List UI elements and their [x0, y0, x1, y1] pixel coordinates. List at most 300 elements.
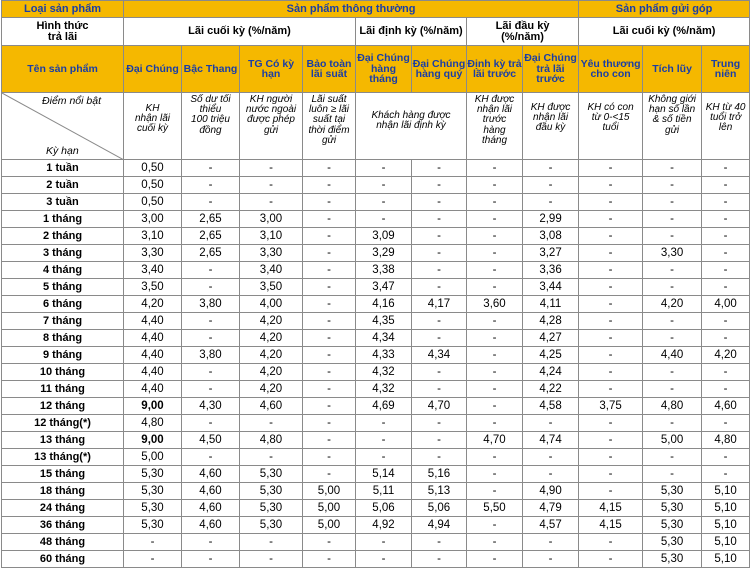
label-ky-han: Kỳ hạn: [46, 144, 79, 157]
rate-cell: 4,17: [412, 296, 467, 313]
features-row: [2, 93, 750, 160]
rate-cell: -: [643, 313, 702, 330]
term-label: 13 tháng(*): [2, 449, 124, 466]
rate-cell: 4,79: [523, 500, 579, 517]
rate-cell: -: [467, 449, 523, 466]
rate-cell: -: [182, 262, 240, 279]
product-name: Trung niên: [702, 46, 750, 93]
rate-cell: -: [303, 194, 356, 211]
rate-cell: -: [579, 347, 643, 364]
term-label: 2 tháng: [2, 228, 124, 245]
rate-cell: -: [356, 449, 412, 466]
rate-cell: 5,00: [303, 500, 356, 517]
header-ten-san-pham: Tên sản phẩm: [2, 46, 124, 93]
rate-cell: 4,40: [124, 313, 182, 330]
rate-cell: -: [467, 194, 523, 211]
term-label: 1 tuần: [2, 160, 124, 177]
rate-cell: -: [643, 466, 702, 483]
rate-cell: -: [579, 330, 643, 347]
rate-cell: -: [303, 228, 356, 245]
product-name: Đại Chúng hàng quý: [412, 46, 467, 93]
rate-cell: 4,20: [240, 347, 303, 364]
rate-cell: 4,60: [182, 483, 240, 500]
rate-cell: 5,10: [702, 534, 750, 551]
term-label: 9 tháng: [2, 347, 124, 364]
rate-cell: -: [702, 449, 750, 466]
term-label: 8 tháng: [2, 330, 124, 347]
rate-cell: -: [412, 364, 467, 381]
term-label: 3 tuần: [2, 194, 124, 211]
rate-cell: 4,94: [412, 517, 467, 534]
rate-row: [2, 534, 750, 551]
term-label: 5 tháng: [2, 279, 124, 296]
rate-cell: 4,30: [182, 398, 240, 415]
rate-cell: -: [467, 415, 523, 432]
rate-cell: -: [356, 211, 412, 228]
rate-cell: -: [523, 466, 579, 483]
rate-row: [2, 245, 750, 262]
rate-cell: 9,00: [124, 432, 182, 449]
rate-cell: -: [467, 211, 523, 228]
rate-cell: -: [182, 551, 240, 568]
rate-cell: 0,50: [124, 160, 182, 177]
rate-cell: -: [643, 415, 702, 432]
rate-cell: -: [579, 432, 643, 449]
rate-cell: 4,40: [124, 330, 182, 347]
rate-cell: -: [702, 381, 750, 398]
rate-cell: 2,65: [182, 211, 240, 228]
rate-cell: 2,65: [182, 228, 240, 245]
rate-cell: -: [356, 177, 412, 194]
rate-cell: -: [182, 415, 240, 432]
rate-cell: 3,80: [182, 296, 240, 313]
rate-cell: -: [182, 534, 240, 551]
rate-cell: 4,80: [240, 432, 303, 449]
rate-cell: 9,00: [124, 398, 182, 415]
term-label: 2 tuần: [2, 177, 124, 194]
rate-cell: 4,34: [356, 330, 412, 347]
rate-cell: 4,80: [702, 432, 750, 449]
rate-cell: 4,32: [356, 381, 412, 398]
rate-cell: 4,35: [356, 313, 412, 330]
rate-cell: -: [643, 262, 702, 279]
rate-cell: -: [467, 398, 523, 415]
rate-cell: -: [182, 364, 240, 381]
rate-cell: 3,27: [523, 245, 579, 262]
rate-cell: 4,15: [579, 517, 643, 534]
feature-cell: KH người nước ngoài được phép gửi: [240, 93, 303, 160]
rate-cell: -: [412, 279, 467, 296]
rate-cell: -: [240, 534, 303, 551]
rate-cell: -: [182, 330, 240, 347]
rate-cell: 3,44: [523, 279, 579, 296]
rate-cell: -: [303, 211, 356, 228]
rate-cell: 4,40: [124, 381, 182, 398]
term-label: 7 tháng: [2, 313, 124, 330]
rate-cell: 3,09: [356, 228, 412, 245]
term-label: 60 tháng: [2, 551, 124, 568]
rate-cell: -: [412, 330, 467, 347]
rate-cell: 4,40: [643, 347, 702, 364]
rate-cell: -: [523, 415, 579, 432]
rate-cell: -: [412, 245, 467, 262]
rate-cell: -: [303, 398, 356, 415]
rate-cell: -: [303, 296, 356, 313]
rate-cell: -: [643, 449, 702, 466]
rate-cell: -: [412, 211, 467, 228]
rate-cell: 4,92: [356, 517, 412, 534]
rate-cell: -: [303, 177, 356, 194]
rate-cell: 3,10: [240, 228, 303, 245]
rate-cell: -: [412, 160, 467, 177]
rate-cell: -: [523, 534, 579, 551]
feature-cell: KH từ 40 tuổi trở lên: [702, 93, 750, 160]
rate-cell: 2,99: [523, 211, 579, 228]
rate-cell: 5,06: [356, 500, 412, 517]
rate-cell: -: [702, 160, 750, 177]
rate-cell: 5,10: [702, 517, 750, 534]
rate-cell: -: [303, 534, 356, 551]
rate-cell: -: [356, 415, 412, 432]
rate-cell: -: [303, 245, 356, 262]
rate-cell: 3,50: [124, 279, 182, 296]
label-diem-noi-bat: Điểm nổi bật: [42, 95, 101, 107]
feature-cell: KH nhận lãi cuối kỳ: [124, 93, 182, 160]
rate-row: [2, 432, 750, 449]
rate-cell: 3,47: [356, 279, 412, 296]
rate-cell: 5,10: [702, 551, 750, 568]
rate-cell: -: [702, 415, 750, 432]
rate-cell: -: [303, 466, 356, 483]
rate-cell: 5,30: [643, 551, 702, 568]
rate-row: [2, 279, 750, 296]
rate-cell: 5,30: [643, 517, 702, 534]
rate-cell: -: [303, 415, 356, 432]
rate-cell: 3,00: [240, 211, 303, 228]
rate-cell: -: [240, 177, 303, 194]
rate-cell: -: [303, 330, 356, 347]
term-label: 15 tháng: [2, 466, 124, 483]
rate-cell: -: [182, 381, 240, 398]
rate-row: [2, 449, 750, 466]
rate-cell: 3,30: [643, 245, 702, 262]
rate-cell: -: [303, 347, 356, 364]
rate-cell: -: [643, 381, 702, 398]
rate-cell: -: [579, 313, 643, 330]
rate-cell: -: [356, 194, 412, 211]
rate-cell: -: [643, 177, 702, 194]
rate-row: [2, 211, 750, 228]
rate-cell: -: [467, 228, 523, 245]
rate-cell: 5,00: [124, 449, 182, 466]
rate-cell: 4,50: [182, 432, 240, 449]
rate-cell: 4,25: [523, 347, 579, 364]
product-name: TG Có kỳ hạn: [240, 46, 303, 93]
rate-cell: 4,90: [523, 483, 579, 500]
rate-cell: 3,80: [182, 347, 240, 364]
rate-cell: 5,30: [124, 483, 182, 500]
rate-cell: -: [579, 245, 643, 262]
rate-cell: -: [467, 330, 523, 347]
rate-cell: -: [579, 483, 643, 500]
rate-cell: -: [702, 245, 750, 262]
rate-cell: -: [702, 177, 750, 194]
rate-cell: -: [412, 432, 467, 449]
feature-cell: Lãi suất luôn ≥ lãi suất tại thời điểm gửi: [303, 93, 356, 160]
rate-row: [2, 398, 750, 415]
rate-cell: 5,30: [240, 466, 303, 483]
rate-row: [2, 296, 750, 313]
rate-cell: 0,50: [124, 177, 182, 194]
header-lai-dau-ky: Lãi đầu kỳ (%/năm): [467, 18, 579, 46]
rate-cell: 2,65: [182, 245, 240, 262]
rate-cell: 5,30: [643, 483, 702, 500]
rate-cell: 5,30: [643, 500, 702, 517]
rate-cell: 3,30: [124, 245, 182, 262]
rate-cell: -: [467, 381, 523, 398]
rate-row: [2, 517, 750, 534]
rate-cell: -: [303, 449, 356, 466]
product-name: Yêu thương cho con: [579, 46, 643, 93]
rate-cell: 4,24: [523, 364, 579, 381]
rate-cell: -: [643, 211, 702, 228]
rate-cell: 4,60: [182, 500, 240, 517]
rate-cell: -: [412, 177, 467, 194]
rate-cell: 4,40: [124, 347, 182, 364]
rate-cell: 5,30: [240, 483, 303, 500]
rate-cell: -: [579, 262, 643, 279]
rate-cell: -: [124, 534, 182, 551]
rate-cell: 4,20: [240, 330, 303, 347]
rate-cell: 4,33: [356, 347, 412, 364]
rate-row: [2, 466, 750, 483]
rate-cell: -: [412, 551, 467, 568]
rate-cell: -: [579, 381, 643, 398]
rate-cell: -: [412, 313, 467, 330]
rate-cell: -: [467, 279, 523, 296]
rate-cell: 5,06: [412, 500, 467, 517]
rate-cell: -: [467, 517, 523, 534]
rate-cell: 4,57: [523, 517, 579, 534]
rate-row: [2, 483, 750, 500]
rate-cell: -: [182, 194, 240, 211]
rate-cell: -: [643, 160, 702, 177]
product-name: Đại Chúng hàng tháng: [356, 46, 412, 93]
header-hinh-thuc-tra-lai: Hình thức trả lãi: [2, 18, 124, 46]
feature-cell: KH có con từ 0-<15 tuổi: [579, 93, 643, 160]
rate-cell: 4,11: [523, 296, 579, 313]
rate-row: [2, 194, 750, 211]
rate-cell: -: [702, 194, 750, 211]
rate-cell: -: [240, 449, 303, 466]
rate-cell: -: [356, 432, 412, 449]
rate-cell: 4,27: [523, 330, 579, 347]
rate-cell: -: [643, 228, 702, 245]
rate-cell: 3,50: [240, 279, 303, 296]
rate-cell: -: [702, 211, 750, 228]
rate-cell: -: [303, 262, 356, 279]
rate-cell: -: [303, 551, 356, 568]
feature-cell: Khách hàng được nhận lãi định kỳ: [356, 93, 467, 160]
feature-cell: Không giới hạn số lần & số tiền gửi: [643, 93, 702, 160]
rate-cell: -: [303, 160, 356, 177]
rate-cell: 4,60: [240, 398, 303, 415]
rate-cell: -: [579, 177, 643, 194]
header-lai-cuoi-ky-gui-gop: Lãi cuối kỳ (%/năm): [579, 18, 750, 46]
term-label: 4 tháng: [2, 262, 124, 279]
rate-cell: -: [356, 160, 412, 177]
rate-cell: 4,74: [523, 432, 579, 449]
term-label: 48 tháng: [2, 534, 124, 551]
rate-cell: 4,58: [523, 398, 579, 415]
rate-cell: 4,80: [643, 398, 702, 415]
feature-cell: KH được nhận lãi trước hàng tháng: [467, 93, 523, 160]
rate-cell: 5,13: [412, 483, 467, 500]
header-lai-cuoi-ky: Lãi cuối kỳ (%/năm): [124, 18, 356, 46]
rate-row: [2, 500, 750, 517]
rate-cell: -: [702, 228, 750, 245]
rate-cell: 3,38: [356, 262, 412, 279]
rate-cell: -: [467, 483, 523, 500]
rate-cell: -: [467, 160, 523, 177]
header-san-pham-gui-gop: Sản phẩm gửi góp: [579, 1, 750, 18]
rate-cell: 5,11: [356, 483, 412, 500]
rate-cell: 3,30: [240, 245, 303, 262]
rate-cell: -: [702, 313, 750, 330]
rate-cell: -: [412, 262, 467, 279]
product-name: Bảo toàn lãi suất: [303, 46, 356, 93]
rate-cell: -: [182, 177, 240, 194]
rate-cell: -: [412, 381, 467, 398]
rate-cell: 5,00: [303, 517, 356, 534]
rate-cell: -: [303, 279, 356, 296]
rate-cell: -: [303, 432, 356, 449]
rate-cell: -: [579, 534, 643, 551]
rate-cell: -: [303, 364, 356, 381]
rate-cell: -: [702, 364, 750, 381]
rate-cell: 4,15: [579, 500, 643, 517]
rate-cell: 5,14: [356, 466, 412, 483]
rate-cell: -: [579, 279, 643, 296]
rate-cell: -: [240, 194, 303, 211]
term-label: 36 tháng: [2, 517, 124, 534]
rate-cell: 3,40: [124, 262, 182, 279]
term-label: 13 tháng: [2, 432, 124, 449]
rate-cell: -: [467, 262, 523, 279]
rate-row: [2, 160, 750, 177]
rate-cell: -: [702, 466, 750, 483]
rate-cell: 4,20: [240, 381, 303, 398]
rate-cell: -: [579, 415, 643, 432]
term-label: 18 tháng: [2, 483, 124, 500]
product-names-row: [2, 46, 750, 93]
rate-cell: -: [356, 534, 412, 551]
rate-cell: 4,40: [124, 364, 182, 381]
rate-cell: -: [643, 279, 702, 296]
rate-cell: 4,20: [240, 313, 303, 330]
rate-cell: 3,00: [124, 211, 182, 228]
rate-cell: 4,22: [523, 381, 579, 398]
rate-cell: -: [467, 177, 523, 194]
rate-cell: -: [412, 415, 467, 432]
header-lai-dinh-ky: Lãi định kỳ (%/năm): [356, 18, 467, 46]
term-label: 3 tháng: [2, 245, 124, 262]
rate-cell: 5,50: [467, 500, 523, 517]
product-name: Đại Chúng trả lãi trước: [523, 46, 579, 93]
rate-row: [2, 177, 750, 194]
rate-cell: -: [240, 415, 303, 432]
feature-cell: Số dư tối thiểu 100 triệu đồng: [182, 93, 240, 160]
rate-cell: -: [240, 551, 303, 568]
rate-cell: 4,20: [643, 296, 702, 313]
rate-row: [2, 381, 750, 398]
rate-cell: 4,70: [412, 398, 467, 415]
rate-row: [2, 262, 750, 279]
rate-cell: -: [182, 279, 240, 296]
term-label: 12 tháng: [2, 398, 124, 415]
rate-cell: 5,00: [643, 432, 702, 449]
rate-cell: -: [412, 534, 467, 551]
rate-cell: -: [523, 194, 579, 211]
rate-cell: 4,32: [356, 364, 412, 381]
rate-cell: -: [303, 313, 356, 330]
rate-cell: 4,60: [702, 398, 750, 415]
rate-cell: 5,10: [702, 500, 750, 517]
header-san-pham-thong-thuong: Sản phẩm thông thường: [124, 1, 579, 18]
rate-cell: 5,00: [303, 483, 356, 500]
rate-cell: 5,30: [643, 534, 702, 551]
rate-cell: -: [702, 279, 750, 296]
rate-cell: -: [356, 551, 412, 568]
rate-cell: -: [467, 245, 523, 262]
rate-cell: -: [579, 364, 643, 381]
rate-row: [2, 415, 750, 432]
rate-cell: 4,16: [356, 296, 412, 313]
rate-cell: 4,70: [467, 432, 523, 449]
rate-row: [2, 313, 750, 330]
rate-cell: -: [579, 296, 643, 313]
rate-cell: -: [579, 211, 643, 228]
rate-cell: 5,30: [124, 466, 182, 483]
rate-cell: 3,40: [240, 262, 303, 279]
rate-cell: 4,20: [124, 296, 182, 313]
rate-cell: 4,00: [702, 296, 750, 313]
header-loai-san-pham: Loại sản phẩm: [2, 1, 124, 18]
rate-cell: 3,10: [124, 228, 182, 245]
rate-row: [2, 364, 750, 381]
interest-rate-table: [1, 0, 750, 568]
rate-cell: -: [523, 449, 579, 466]
rate-cell: -: [523, 160, 579, 177]
rate-cell: 4,80: [124, 415, 182, 432]
rate-cell: -: [579, 449, 643, 466]
rate-cell: -: [579, 466, 643, 483]
rate-cell: 4,28: [523, 313, 579, 330]
rate-cell: 3,75: [579, 398, 643, 415]
rate-cell: 4,60: [182, 517, 240, 534]
rate-cell: -: [467, 347, 523, 364]
rate-cell: 3,08: [523, 228, 579, 245]
rate-row: [2, 551, 750, 568]
feature-cell: KH được nhận lãi đầu kỳ: [523, 93, 579, 160]
rate-cell: -: [523, 551, 579, 568]
rate-cell: 0,50: [124, 194, 182, 211]
product-name: Đại Chúng: [124, 46, 182, 93]
diagonal-header-cell: [2, 93, 124, 160]
rate-cell: -: [643, 364, 702, 381]
term-label: 1 tháng: [2, 211, 124, 228]
rate-cell: -: [182, 160, 240, 177]
